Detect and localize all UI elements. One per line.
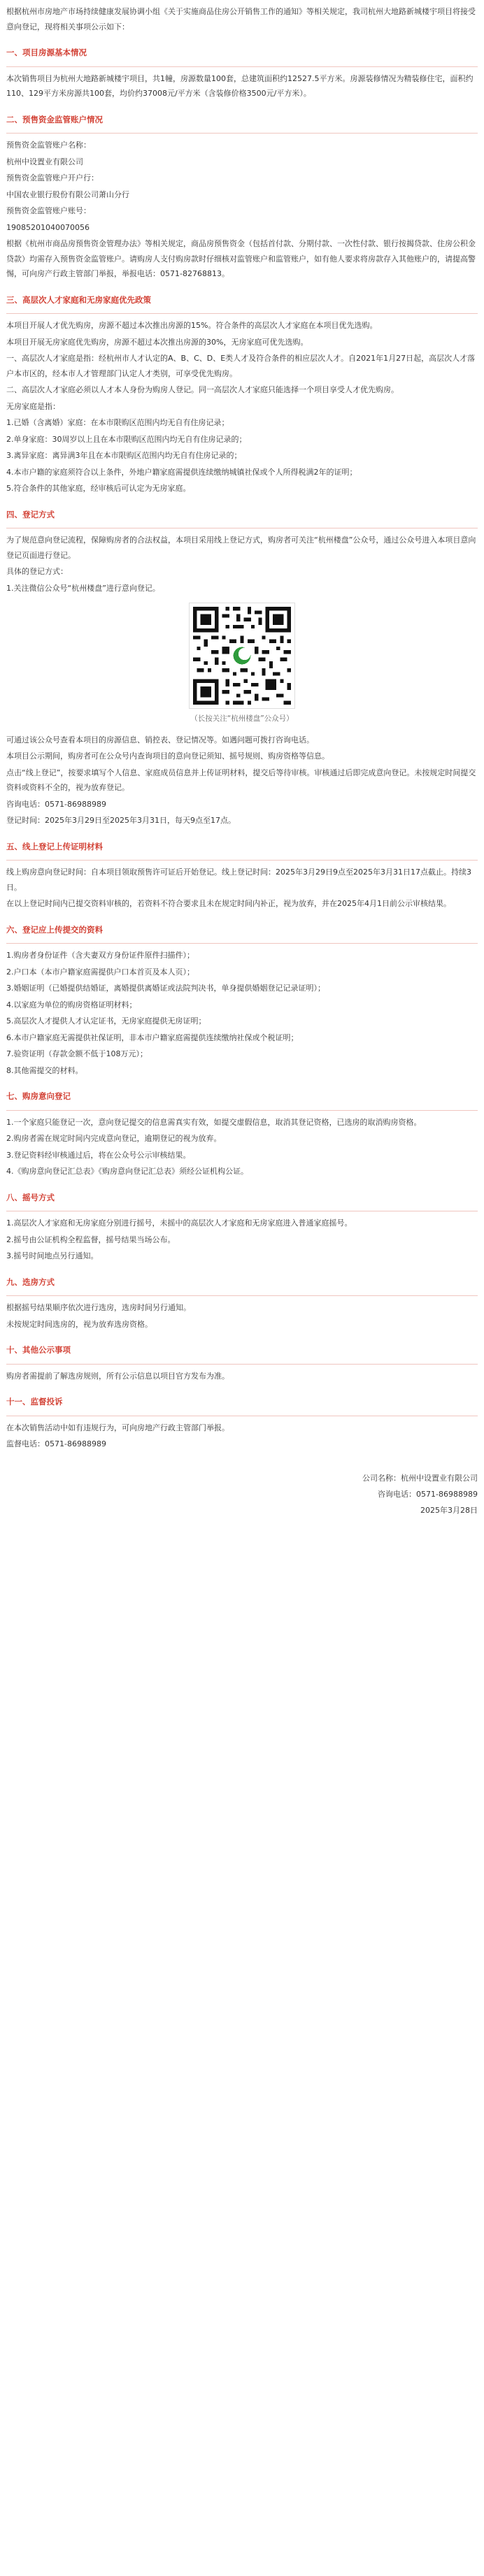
account-number: 19085201040070056 (6, 222, 90, 232)
publish-date: 2025年3月28日 (420, 1505, 478, 1515)
section-title: 六、登记应上传提交的资料 (6, 924, 103, 935)
registration-time: 登记时间：2025年3月29日至2025年3月31日，每天9点至17点。 (6, 816, 236, 825)
qr-code-icon[interactable] (189, 603, 295, 709)
qr-code-block (6, 603, 478, 727)
section-divider (6, 860, 478, 861)
paragraph: 预售资金监管账户名称： (6, 141, 91, 150)
list-item: 3.婚姻证明（已婚提供结婚证，离婚提供离婚证或法院判决书，单身提供婚姻登记记录证明）； (6, 984, 325, 993)
section-title: 十、其他公示事项 (6, 1345, 71, 1355)
section-title: 五、线上登记上传证明材料 (6, 841, 103, 851)
paragraph: 预售资金监管账户开户行： (6, 173, 99, 182)
section-divider (6, 1364, 478, 1365)
list-item: 2.摇号由公证机构全程监督，摇号结果当场公布。 (6, 1235, 176, 1244)
section-title: 九、选房方式 (6, 1276, 55, 1287)
paragraph: 具体的登记方式： (6, 567, 68, 576)
section-divider (6, 1110, 478, 1111)
paragraph: 本次销售项目为杭州大地路新城楼宇项目，共1幢，房源数量100套，总建筑面积约12527.5平方米。房源装修情况为精装修住宅，面积约110、129平方米房源共100套，均价约37008元/平方米（含装修价格3500元/平方米）。 (6, 73, 474, 98)
section-intent-registration (6, 1089, 478, 1179)
qr-caption: （长按关注“杭州楼盘”公众号） (190, 714, 294, 723)
signature-block (6, 1470, 478, 1518)
supervision-phone: 监督电话：0571-86988989 (6, 1439, 106, 1448)
list-item: 2.户口本（本市户籍家庭需提供户口本首页及本人页）； (6, 967, 194, 977)
account-name: 杭州中设置业有限公司 (6, 157, 83, 166)
list-item: 3.离异家庭：离异满3年且在本市限购区范围内均无自有住房记录的； (6, 451, 242, 460)
list-item: 2.单身家庭：30周岁以上且在本市限购区范围内均无自有住房记录的； (6, 434, 247, 444)
list-item: 4.以家庭为单位的购房资格证明材料； (6, 1000, 137, 1009)
list-item: 1.一个家庭只能登记一次，意向登记提交的信息需真实有效，如提交虚假信息，取消其登记资格，已选房的取消购房资格。 (6, 1117, 422, 1127)
paragraph: 根据《杭州市商品房预售资金管理办法》等相关规定，商品房预售资金（包括首付款、分期付款、一次性付款、银行按揭贷款、住房公积金贷款）均需存入预售资金监管账户。请购房人支付购房款时仔细核对监管账户和监管账户，如有他人要求将房款存入其他账户的，请提高警惕，可向房产行政主管部门举报，举报电话：0571-82768813。 (6, 239, 476, 278)
paragraph: 本项目开展人才优先购房，房源不超过本次推出房源的15%。符合条件的高层次人才家庭在本项目优先选购。 (6, 321, 378, 330)
section-upload-materials (6, 840, 478, 912)
list-item: 3.摇号时间地点另行通知。 (6, 1251, 99, 1260)
section-escrow-account (6, 113, 478, 282)
paragraph: 可通过该公众号查看本项目的房源信息、销控表、登记情况等。如遇问题可拨打咨询电话。 (6, 735, 314, 744)
paragraph: 线上购房意向登记时间：自本项目领取预售许可证后开始登记。线上登记时间：2025年3月29日9点至2025年3月31日17点截止。持续3日。 (6, 868, 471, 892)
section-divider (6, 133, 478, 134)
section-other-notices (6, 1343, 478, 1383)
list-item: 5.高层次人才提供人才认定证书，无房家庭提供无房证明； (6, 1016, 206, 1026)
section-divider (6, 66, 478, 67)
contact-phone: 咨询电话：0571-86988989 (6, 799, 106, 809)
paragraph: 本项目开展无房家庭优先购房，房源不超过本次推出房源的30%，无房家庭可优先选购。 (6, 337, 308, 347)
section-supervision (6, 1395, 478, 1452)
list-item: 1.购房者身份证件（含夫妻双方身份证件原件扫描件）； (6, 951, 194, 960)
section-title: 一、项目房源基本情况 (6, 48, 87, 57)
list-item: 1.高层次人才家庭和无房家庭分别进行摇号，未摇中的高层次人才家庭和无房家庭进入普通家庭摇号。 (6, 1218, 353, 1228)
list-item: 8.其他需提交的材料。 (6, 1065, 83, 1075)
company-contact: 咨询电话：0571-86988989 (378, 1489, 478, 1499)
section-title: 七、购房意向登记 (6, 1091, 71, 1101)
list-item: 7.验资证明（存款金额不低于108万元）； (6, 1049, 148, 1058)
paragraph: 在本次销售活动中如有违规行为，可向房地产行政主管部门举报。 (6, 1423, 229, 1432)
list-item: 3.登记资料经审核通过后，将在公众号公示审核结果。 (6, 1150, 191, 1160)
paragraph: 购房者需提前了解选房规则，所有公示信息以项目官方发布为准。 (6, 1371, 229, 1381)
paragraph: 一、高层次人才家庭是指：经杭州市人才认定的A、B、C、D、E类人才及符合条件的相应层次人才。自2021年1月27日起，高层次人才落户本市区的，经本市人才管理部门认定人才类别，可享受优先购房。 (6, 354, 476, 378)
section-lottery-method (6, 1190, 478, 1264)
company-name: 公司名称：杭州中设置业有限公司 (362, 1473, 478, 1483)
section-required-documents (6, 923, 478, 1079)
section-selection-method (6, 1275, 478, 1332)
paragraph: 为了规范意向登记流程，保障购房者的合法权益，本项目采用线上登记方式，购房者可关注“杭州楼盘”公众号，通过公众号进入本项目意向登记页面进行登记。 (6, 535, 476, 560)
section-divider (6, 1295, 478, 1296)
paragraph: 预售资金监管账户账号： (6, 206, 91, 215)
paragraph: 点击“线上登记”，按要求填写个人信息、家庭成员信息并上传证明材料，提交后等待审核。审核通过后即完成意向登记。未按规定时间提交资料或资料不全的，视为放弃登记。 (6, 768, 476, 792)
section-title: 八、摇号方式 (6, 1192, 55, 1202)
paragraph: 二、高层次人才家庭必须以人才本人身份为购房人登记。同一高层次人才家庭只能选择一个项目享受人才优先购房。 (6, 385, 399, 394)
section-priority-policy (6, 293, 478, 496)
list-item: 2.购房者需在规定时间内完成意向登记，逾期登记的视为放弃。 (6, 1134, 222, 1143)
list-item: 1.已婚（含离婚）家庭：在本市限购区范围内均无自有住房记录； (6, 418, 229, 427)
section-registration-method (6, 508, 478, 828)
paragraph: 根据摇号结果顺序依次进行选房，选房时间另行通知。 (6, 1303, 191, 1312)
section-title: 三、高层次人才家庭和无房家庭优先政策 (6, 294, 151, 305)
section-project-info (6, 45, 478, 101)
section-divider (6, 313, 478, 314)
paragraph: 无房家庭是指： (6, 401, 60, 411)
list-item: 6.本市户籍家庭无需提供社保证明，非本市户籍家庭需提供连续缴纳社保或个税证明； (6, 1032, 299, 1042)
section-divider (6, 943, 478, 944)
list-item: 4.《购房意向登记汇总表》《购房意向登记汇总表》须经公证机构公证。 (6, 1167, 248, 1176)
paragraph: 在以上登记时间内已提交资料审核的，若资料不符合要求且未在规定时间内补正，视为放弃，并在2025年4月1日前公示审核结果。 (6, 899, 451, 908)
list-item: 5.符合条件的其他家庭，经审核后可认定为无房家庭。 (6, 484, 191, 493)
section-title: 十一、监督投诉 (6, 1397, 63, 1406)
paragraph: 1.关注微信公众号“杭州楼盘”进行意向登记。 (6, 583, 160, 593)
paragraph: 本项目公示期间，购房者可在公众号内查询项目的意向登记须知、摇号规则、购房资格等信息。 (6, 751, 329, 761)
list-item: 4.本市户籍的家庭须符合以上条件，外地户籍家庭需提供连续缴纳城镇社保或个人所得税满2年的证明； (6, 467, 357, 477)
paragraph: 未按规定时间选房的，视为放弃选房资格。 (6, 1319, 152, 1329)
intro-text: 根据杭州市房地产市场持续健康发展协调小组《关于实施商品住房公开销售工作的通知》等相关规定，我司杭州大地路新城楼宇项目将接受意向登记，现将相关事项公示如下： (6, 7, 476, 31)
section-title: 二、预售资金监管账户情况 (6, 114, 103, 124)
section-title: 四、登记方式 (6, 509, 55, 519)
account-bank: 中国农业银行股份有限公司萧山分行 (6, 189, 129, 199)
